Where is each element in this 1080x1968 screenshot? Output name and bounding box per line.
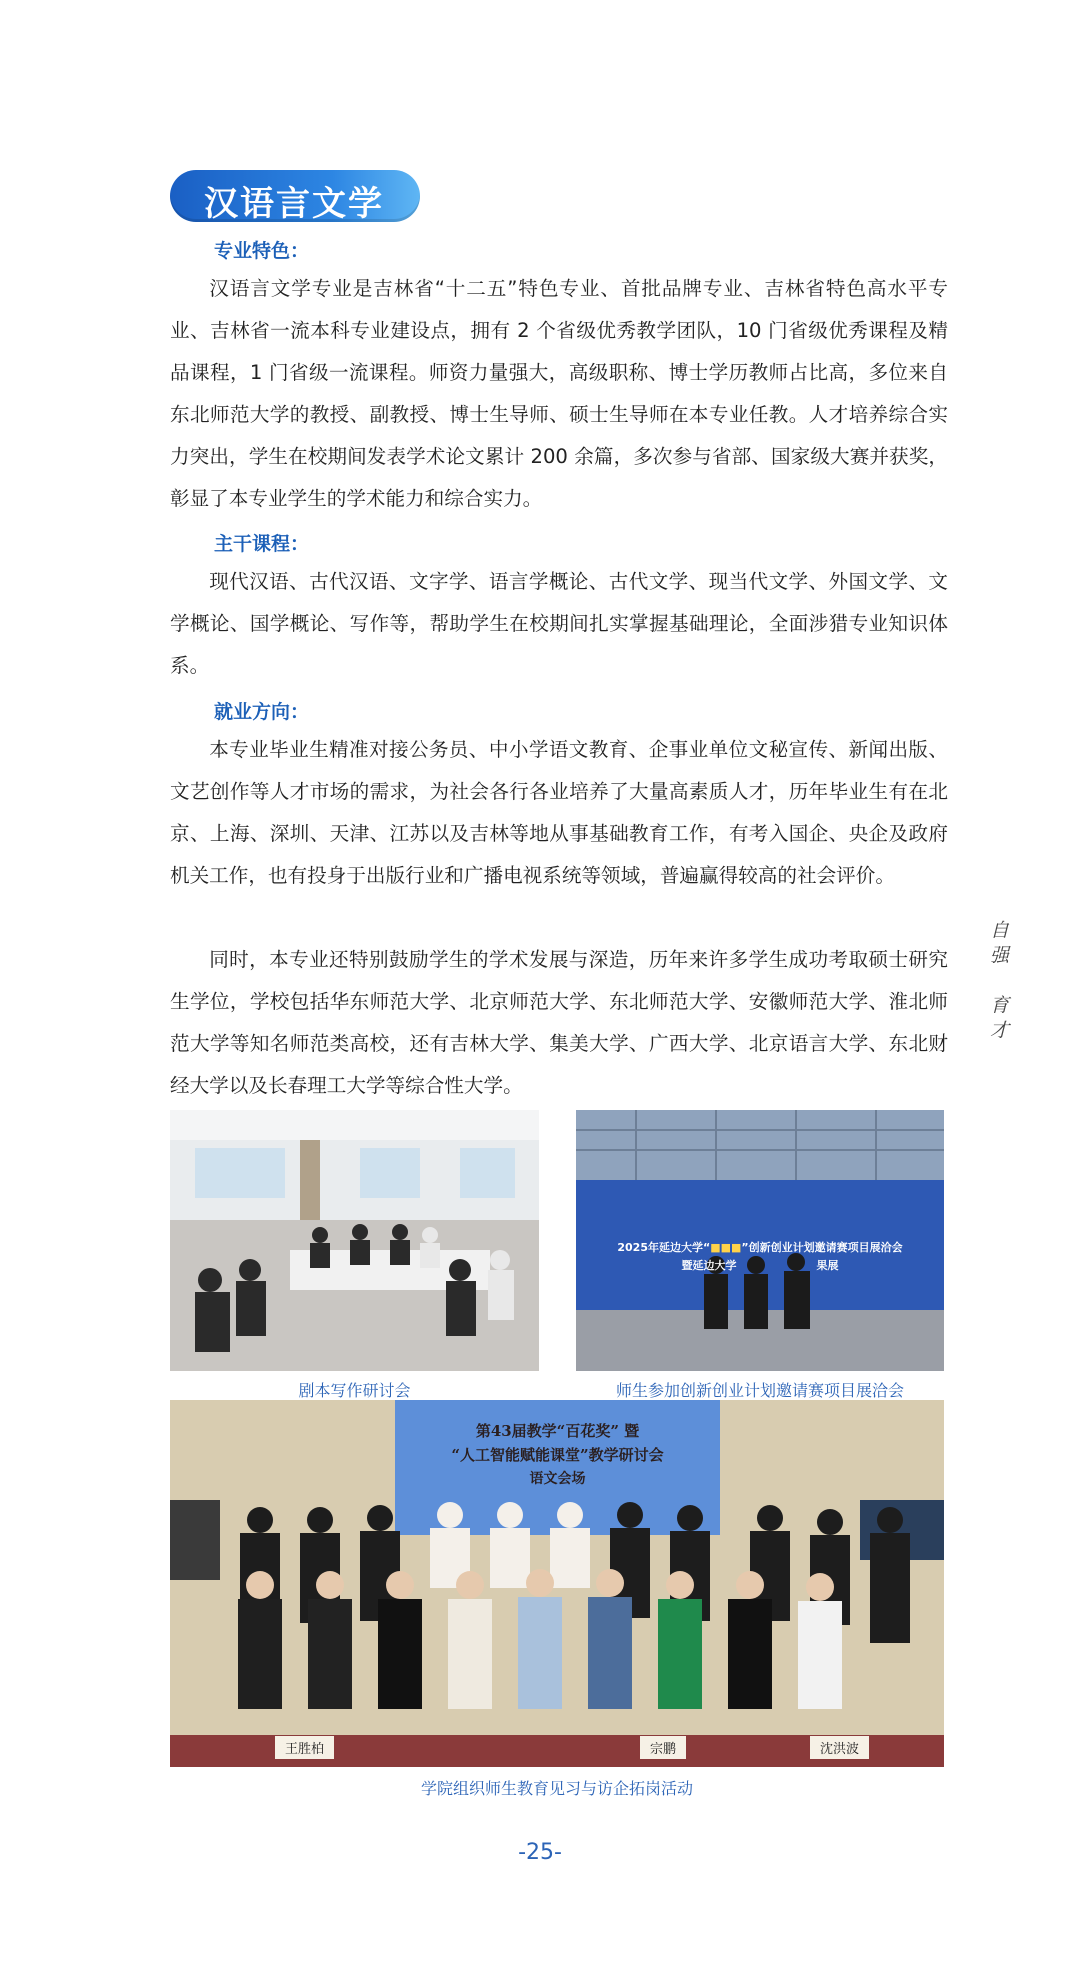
features-paragraph: 汉语言文学专业是吉林省“十二五”特色专业、首批品牌专业、吉林省特色高水平专业、吉林省一流本科专业建设点，拥有 2 个省级优秀教学团队，10 门省级优秀课程及精品课程，1 门省级一流课程。师资力量强大，高级职称、博士学历教师占比高，多位来自东北师范大学的教授、副教授、博士生导师、硕士生导师在本专业任教。人才培养综合实力突出，学生在校期间发表学术论文累计 200 余篇，多次参与省部、国家级大赛并获奖，彰显了本专业学生的学术能力和综合实力。 [170, 277, 948, 510]
screen-line2: “人工智能赋能课堂”教学研讨会 [451, 1446, 664, 1464]
exhibition-banner-line2: 暨延边大学 果展 [681, 1259, 839, 1272]
nameplate-2: 宗鹏 [640, 1736, 686, 1759]
courses-heading: 主干课程： [214, 533, 310, 555]
career-heading: 就业方向： [214, 701, 310, 723]
screen-line1: 第43届教学“百花奖” 暨 [475, 1422, 640, 1440]
career-paragraph-2: 同时，本专业还特别鼓励学生的学术发展与深造，历年来许多学生成功考取硕士研究生学位，学校包括华东师范大学、北京师范大学、东北师范大学、安徽师范大学、淮北师范大学等知名师范类高校，还有吉林大学、集美大学、广西大学、北京语言大学、东北财经大学以及长春理工大学等综合性大学。 [170, 948, 948, 1097]
side-calligraphy-2: 育才 [987, 995, 1009, 1045]
photo3-caption: 学院组织师生教育见习与访企拓岗活动 [420, 1779, 693, 1798]
photo-group-education-visit [170, 1400, 944, 1767]
screen-line3: 语文会场 [529, 1471, 586, 1487]
career-paragraph-1: 本专业毕业生精准对接公务员、中小学语文教育、企事业单位文秘宣传、新闻出版、文艺创作等人才市场的需求，为社会各行各业培养了大量高素质人才，历年毕业生有在北京、上海、深圳、天津、江苏以及吉林等地从事基础教育工作，有考入国企、央企及政府机关工作，也有投身于出版行业和广播电视系统等领域，普遍赢得较高的社会评价。 [170, 738, 948, 887]
features-heading: 专业特色： [214, 240, 310, 262]
exhibition-banner-line1: 2025年延边大学“■■■”创新创业计划邀请赛项目展洽会 [617, 1241, 903, 1254]
courses-paragraph: 现代汉语、古代汉语、文字学、语言学概论、古代文学、现当代文学、外国文学、文学概论、国学概论、写作等，帮助学生在校期间扎实掌握基础理论，全面涉猎专业知识体系。 [170, 570, 948, 677]
nameplate-1: 王胜柏 [275, 1736, 334, 1759]
photo-innovation-exhibition [576, 1110, 944, 1371]
nameplate-3: 沈洪波 [810, 1736, 869, 1759]
section-title-pill [170, 170, 420, 222]
section-title: 汉语言文学 [204, 184, 384, 224]
seminar-scene [170, 1110, 539, 1371]
photo2-caption: 师生参加创新创业计划邀请赛项目展洽会 [615, 1381, 904, 1400]
photo1-caption: 剧本写作研讨会 [298, 1381, 411, 1400]
photo-script-writing-seminar [170, 1110, 539, 1371]
page-number: -25- [518, 1840, 562, 1865]
side-calligraphy-1: 自强 [987, 920, 1009, 970]
